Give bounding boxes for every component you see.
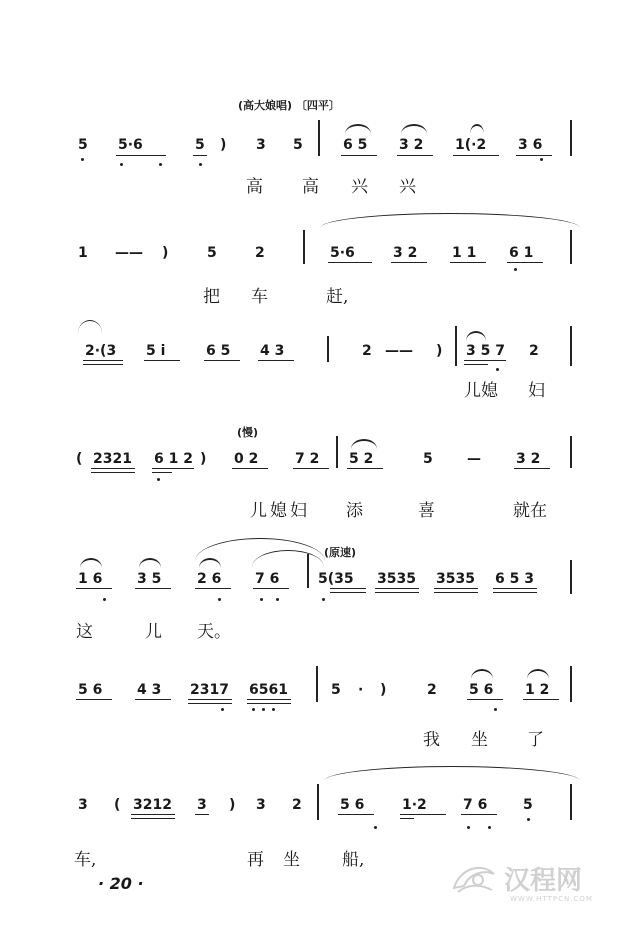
lyric: 兴	[399, 177, 416, 197]
beam	[91, 468, 135, 469]
lyric: 儿媳	[464, 381, 498, 401]
slur	[320, 213, 580, 228]
note: 5	[207, 245, 217, 261]
beam	[464, 364, 488, 365]
lyric: 儿	[145, 622, 162, 642]
dot	[496, 368, 499, 371]
note: 1 6	[78, 571, 103, 587]
note: 3 6	[518, 137, 543, 153]
tie-arc	[471, 669, 493, 679]
lyric: 坐	[471, 730, 488, 750]
dot-mark: ·	[358, 682, 364, 698]
dot	[260, 598, 263, 601]
lyric: 车,	[74, 850, 97, 870]
note: 1·2	[402, 797, 427, 813]
paren: (	[76, 451, 83, 467]
note: 2	[427, 682, 437, 698]
paren: )	[380, 682, 387, 698]
dot	[103, 598, 106, 601]
lyric: 这	[76, 622, 93, 642]
beam	[514, 468, 550, 469]
dot	[374, 826, 377, 829]
note: 5	[523, 797, 533, 813]
page-number: · 20 ·	[98, 874, 144, 893]
note: 3 2	[393, 245, 418, 261]
beam	[91, 472, 135, 473]
dash: ——	[115, 245, 143, 261]
note: 3 2	[516, 451, 541, 467]
beam	[453, 155, 499, 156]
beam	[232, 468, 268, 469]
barline	[570, 784, 572, 820]
dot	[120, 163, 123, 166]
note: 6 1 2	[154, 451, 193, 467]
watermark-logo-icon	[448, 858, 500, 900]
note: 5 6	[340, 797, 365, 813]
dash: ——	[385, 343, 413, 359]
barline	[455, 326, 457, 366]
note: 6 5	[206, 343, 231, 359]
note: 3 5 7	[466, 343, 505, 359]
paren: (	[114, 797, 121, 813]
beam	[135, 699, 171, 700]
beam	[195, 588, 231, 589]
note: 3 2	[399, 137, 424, 153]
lyric: 高	[246, 177, 263, 197]
dash: —	[467, 451, 481, 467]
barline	[570, 666, 572, 702]
beam	[493, 592, 537, 593]
beam	[195, 814, 209, 815]
lyric: 船,	[342, 850, 365, 870]
beam	[450, 262, 486, 263]
lyric: 媳	[270, 501, 287, 521]
beam	[338, 814, 374, 815]
tempo-marking: (慢)	[237, 426, 259, 439]
dot	[488, 826, 491, 829]
beam	[258, 360, 294, 361]
lyric: 坐	[283, 850, 300, 870]
dot	[276, 598, 279, 601]
note: 3	[256, 797, 266, 813]
note: 5 6	[78, 682, 103, 698]
barline	[316, 666, 318, 702]
note: 5	[331, 682, 341, 698]
barline	[307, 554, 309, 588]
beam	[507, 262, 543, 263]
beam	[204, 360, 240, 361]
barline	[303, 230, 305, 264]
paren: )	[229, 797, 236, 813]
note: 3535	[436, 571, 475, 587]
note: 2	[255, 245, 265, 261]
barline	[336, 436, 338, 468]
tie-arc	[527, 669, 549, 679]
note: 5	[293, 137, 303, 153]
beam	[83, 364, 123, 365]
tie-arc	[139, 558, 161, 568]
beam	[76, 588, 112, 589]
beam	[400, 818, 414, 819]
tie-arc	[401, 124, 427, 134]
paren: )	[200, 451, 207, 467]
note: 5	[78, 137, 88, 153]
slur	[78, 320, 102, 333]
beam	[391, 262, 427, 263]
slur	[324, 766, 580, 781]
note: 7 6	[463, 797, 488, 813]
beam	[347, 468, 383, 469]
beam	[247, 699, 291, 700]
watermark-url: WWW.HTTPCN.COM	[510, 895, 593, 903]
barline	[570, 326, 572, 366]
dot	[81, 158, 84, 161]
dot	[540, 158, 543, 161]
note: 5·6	[330, 245, 355, 261]
note: 2	[362, 343, 372, 359]
note: 2 6	[197, 571, 222, 587]
lyric: 天。	[197, 622, 231, 642]
note: 5	[195, 137, 205, 153]
barline	[570, 230, 572, 264]
note: 1 2	[525, 682, 550, 698]
note: 3212	[133, 797, 172, 813]
note: 2317	[190, 682, 229, 698]
beam	[193, 155, 207, 156]
beam	[116, 155, 166, 156]
beam	[434, 588, 478, 589]
beam	[253, 588, 289, 589]
dot	[199, 163, 202, 166]
note: 6 5 3	[495, 571, 534, 587]
note: 5(35	[318, 571, 354, 587]
beam	[188, 699, 232, 700]
lyric: 妇	[290, 501, 307, 521]
note: 2·(3	[85, 343, 117, 359]
lyric: 兴	[351, 177, 368, 197]
tempo-marking: (原速)	[324, 546, 357, 559]
note: 5 2	[349, 451, 374, 467]
beam	[293, 468, 329, 469]
beam	[328, 262, 372, 263]
note: 5 6	[469, 682, 494, 698]
note: 7 2	[295, 451, 320, 467]
dot	[494, 708, 497, 711]
beam	[188, 703, 232, 704]
note: 3535	[377, 571, 416, 587]
note: 2	[529, 343, 539, 359]
note: 1 1	[452, 245, 477, 261]
beam	[330, 588, 366, 589]
beam	[516, 155, 552, 156]
beam	[131, 814, 175, 815]
lyric: 了	[527, 730, 544, 750]
dot	[467, 826, 470, 829]
dot	[527, 818, 530, 821]
beam	[375, 588, 419, 589]
note: 6 1	[509, 245, 534, 261]
lyric: 高	[302, 177, 319, 197]
beam	[464, 360, 506, 361]
watermark-text: 汉程网	[504, 866, 583, 896]
paren: )	[162, 245, 169, 261]
section-heading: (高大娘唱) 〔四平〕	[238, 99, 340, 112]
paren: )	[436, 343, 443, 359]
lyric: 把	[203, 287, 220, 307]
beam	[523, 699, 559, 700]
tie-arc	[345, 124, 371, 134]
beam	[467, 699, 503, 700]
tie-arc	[466, 331, 486, 341]
note: 7 6	[255, 571, 280, 587]
dot	[218, 598, 221, 601]
note: 3	[197, 797, 207, 813]
note: 6 5	[343, 137, 368, 153]
beam	[341, 155, 377, 156]
dot	[221, 708, 224, 711]
lyric: 喜	[418, 501, 435, 521]
beam	[152, 472, 172, 473]
dot	[322, 598, 325, 601]
beam	[76, 699, 112, 700]
lyric: 再	[247, 850, 264, 870]
beam	[434, 592, 478, 593]
note: 3	[256, 137, 266, 153]
beam	[400, 814, 446, 815]
tie-arc	[351, 439, 377, 449]
barline	[317, 784, 319, 820]
tie-arc	[80, 558, 102, 568]
beam	[375, 592, 419, 593]
beam	[152, 468, 194, 469]
lyric: 就在	[513, 501, 547, 521]
note: 1(·2	[455, 137, 487, 153]
paren: )	[220, 137, 227, 153]
dot	[262, 708, 265, 711]
note: 3 5	[137, 571, 162, 587]
note: 5	[423, 451, 433, 467]
beam	[247, 703, 291, 704]
note: 2321	[93, 451, 132, 467]
note: 6561	[249, 682, 288, 698]
note: 3	[78, 797, 88, 813]
lyric: 我	[423, 730, 440, 750]
beam	[397, 155, 433, 156]
note: 5 i	[146, 343, 166, 359]
beam	[461, 814, 497, 815]
dot	[157, 478, 160, 481]
beam	[144, 360, 180, 361]
note: 1	[78, 245, 88, 261]
beam	[493, 588, 537, 589]
tie-arc	[470, 124, 484, 134]
note: 5·6	[118, 137, 143, 153]
lyric: 赶,	[326, 287, 349, 307]
dot	[514, 268, 517, 271]
barline	[570, 560, 572, 594]
beam	[330, 592, 366, 593]
note: 0 2	[234, 451, 259, 467]
barline	[318, 120, 320, 156]
note: 2	[292, 797, 302, 813]
note: 4 3	[260, 343, 285, 359]
dot	[159, 163, 162, 166]
beam	[135, 588, 171, 589]
barline	[327, 336, 329, 362]
lyric: 儿	[250, 501, 267, 521]
lyric: 车	[251, 287, 268, 307]
lyric: 添	[346, 501, 363, 521]
beam	[83, 360, 123, 361]
barline	[570, 436, 572, 468]
dot	[252, 708, 255, 711]
dot	[272, 708, 275, 711]
lyric: 妇	[528, 381, 545, 401]
barline	[570, 120, 572, 156]
note: 4 3	[137, 682, 162, 698]
beam	[131, 818, 175, 819]
